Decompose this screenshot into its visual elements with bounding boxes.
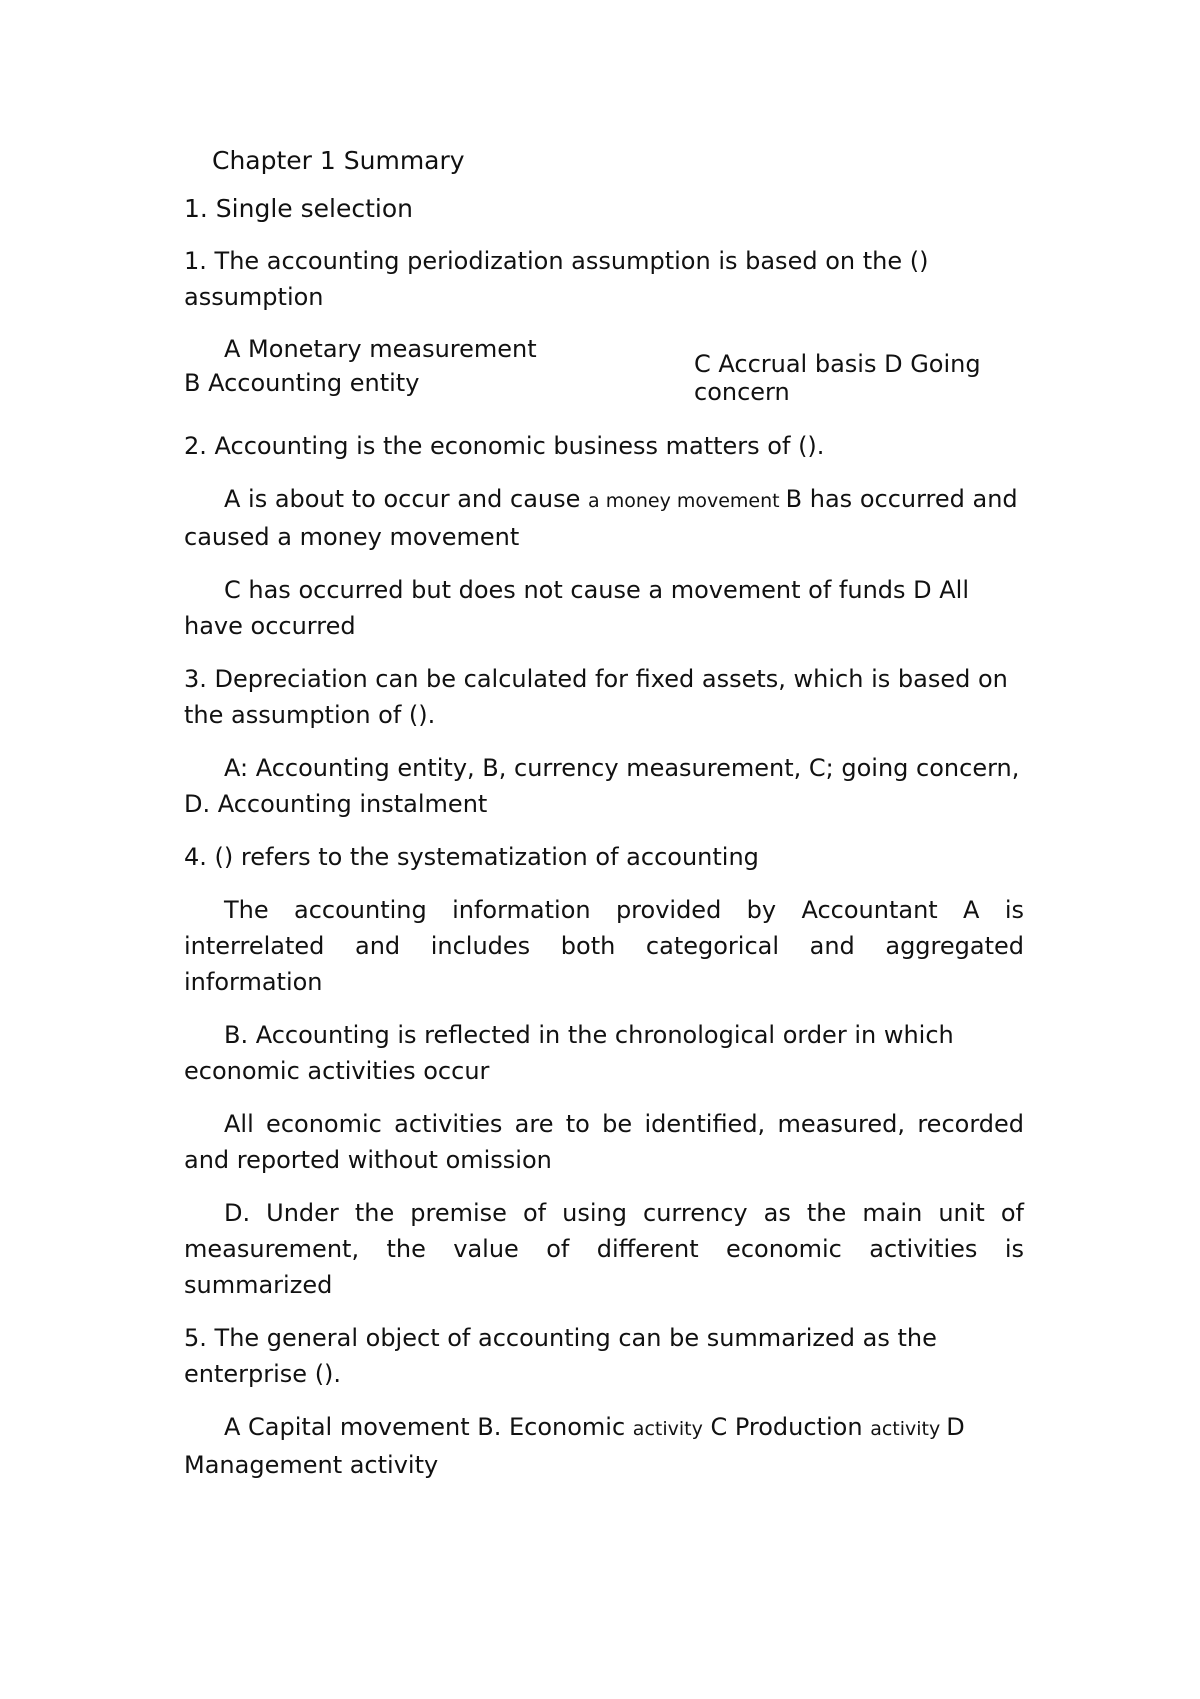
option-text: A is about to occur and cause	[224, 485, 589, 513]
option-text-small: a money movement	[588, 490, 786, 512]
option-text-small: activity	[870, 1418, 947, 1440]
question-4-option-a: The accounting information provided by Accountant A is interrelated and includes both categorical and aggregated information	[184, 896, 1024, 996]
document-page	[184, 143, 1024, 1500]
question-5-options	[184, 1409, 1024, 1483]
question-4-option-c: All economic activities are to be identified, measured, recorded and reported without omission	[184, 1110, 1024, 1174]
question-3-options: A: Accounting entity, B, currency measurement, C; going concern, D. Accounting instalment	[184, 754, 1020, 818]
option-b: B Accounting entity	[184, 369, 420, 397]
question-5: 5. The general object of accounting can be summarized as the enterprise ().	[184, 1324, 937, 1388]
question-4: 4. () refers to the systematization of accounting	[184, 843, 759, 871]
question-4-option-b: B. Accounting is reflected in the chronological order in which economic activities occur	[184, 1021, 954, 1085]
question-2: 2. Accounting is the economic business matters of ().	[184, 432, 825, 460]
section-heading: 1. Single selection	[184, 194, 413, 223]
option-text: A Capital movement B. Economic	[224, 1413, 633, 1441]
option-a: A Monetary measurement	[224, 335, 537, 363]
page-title: Chapter 1 Summary	[212, 146, 465, 175]
question-2-options-ab	[184, 481, 1024, 555]
question-1: 1. The accounting periodization assumption is based on the () assumption	[184, 247, 929, 311]
question-1-options-left	[184, 332, 694, 406]
option-text: B has occurred and caused a money movement	[184, 485, 1018, 551]
question-3: 3. Depreciation can be calculated for fixed assets, which is based on the assumption of ().	[184, 665, 1008, 729]
question-1-options	[184, 332, 1024, 406]
option-text: D Management activity	[184, 1413, 965, 1479]
option-cd: C Accrual basis D Going concern	[694, 350, 981, 406]
question-2-options-cd: C has occurred but does not cause a movement of funds D All have occurred	[184, 576, 970, 640]
option-text-small: activity	[632, 1418, 703, 1440]
question-4-option-d: D. Under the premise of using currency as the main unit of measurement, the value of different economic activities is summarized	[184, 1199, 1024, 1299]
option-text: C Production	[702, 1413, 871, 1441]
